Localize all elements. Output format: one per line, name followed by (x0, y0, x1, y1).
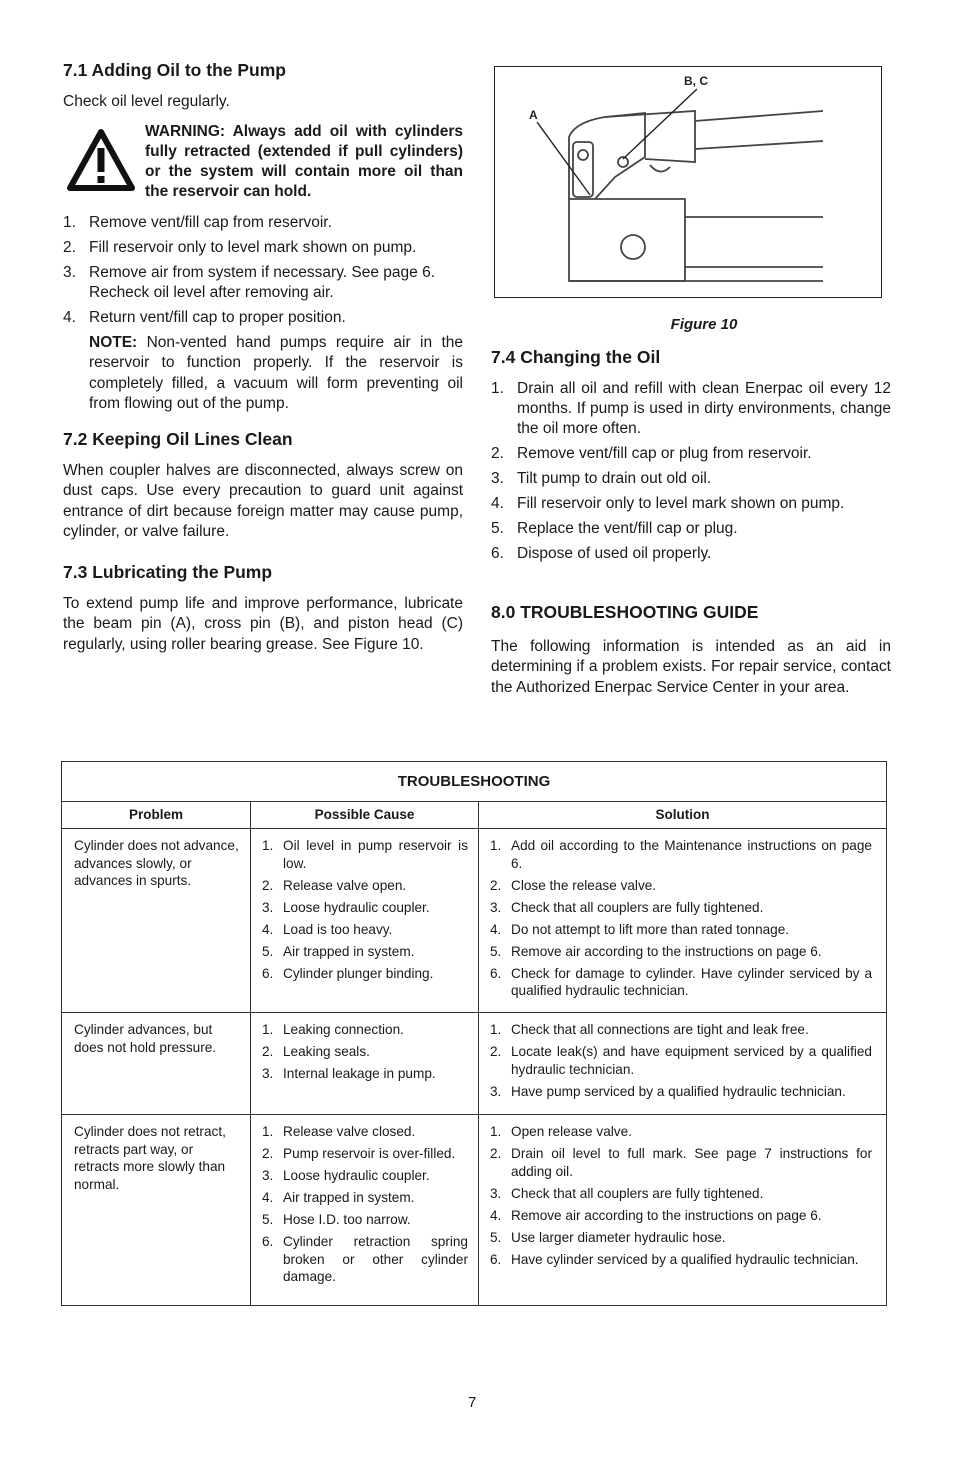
section-7-2-body: When coupler halves are disconnected, always screw on dust caps. Use every precaution to guard unit against entrance of dirt because foreign matter may cause pump, cylinder, or valve failure. (63, 462, 463, 540)
solution-list (490, 1123, 872, 1268)
table-row (62, 1115, 887, 1306)
section-7-3-heading: 7.3 Lubricating the Pump (63, 562, 273, 582)
solution-cell (479, 829, 887, 1013)
note-label: NOTE: (89, 334, 138, 351)
solution-list (490, 837, 872, 1000)
figure-label-a: A (529, 108, 538, 122)
problem-cell: Cylinder does not retract, retracts part way, or retracts more slowly than normal. (62, 1115, 251, 1306)
section-7-4-heading: 7.4 Changing the Oil (491, 347, 661, 367)
list-item: 1. Drain all oil and refill with clean Enerpac oil every 12 months. If pump is used in dirty environments, change the oil more often. (491, 380, 891, 437)
cause-list (262, 1021, 468, 1083)
list-item: 3. Tilt pump to drain out old oil. (491, 470, 712, 487)
list-item: 1. Check that all connections are tight and leak free. (490, 1022, 809, 1037)
table-row (62, 1013, 887, 1115)
solution-cell (479, 1115, 887, 1306)
list-item: 3. Check that all couplers are fully tightened. (490, 899, 764, 915)
header-cause: Possible Cause (251, 802, 479, 829)
list-item: 5. Hose I.D. too narrow. (262, 1212, 411, 1227)
list-item: 3. Have pump serviced by a qualified hydraulic technician. (490, 1083, 846, 1099)
header-problem: Problem (62, 802, 251, 829)
list-item: 4. Air trapped in system. (262, 1190, 415, 1205)
solution-cell (479, 1013, 887, 1115)
list-item: 2. Fill reservoir only to level mark shown on pump. (63, 239, 417, 256)
list-item: 6. Cylinder retraction spring broken or other cylinder damage. (262, 1234, 468, 1284)
header-solution: Solution (479, 802, 887, 829)
cause-list (262, 837, 468, 982)
list-item: 6. Have cylinder serviced by a qualified hydraulic technician. (490, 1251, 859, 1267)
list-item: 6. Cylinder plunger binding. (262, 965, 434, 981)
list-item: 3. Internal leakage in pump. (262, 1066, 436, 1081)
list-item: 1. Release valve closed. (262, 1124, 416, 1139)
list-item: 6. Check for damage to cylinder. Have cylinder serviced by a qualified hydraulic technician. (490, 965, 872, 998)
list-item: 2. Drain oil level to full mark. See page 7 instructions for adding oil. (490, 1146, 872, 1179)
list-item: 1. Open release valve. (490, 1124, 632, 1139)
problem-cell: Cylinder does not advance, advances slowly, or advances in spurts. (62, 829, 251, 1013)
problem-cell: Cylinder advances, but does not hold pressure. (62, 1013, 251, 1115)
list-item: 2. Leaking seals. (262, 1044, 370, 1059)
list-item: 5. Replace the vent/fill cap or plug. (491, 520, 738, 537)
warning-triangle-icon (67, 128, 135, 192)
table-header-row (62, 802, 887, 829)
section-8-0-body: The following information is intended as an aid in determining if a problem exists. For repair service, contact the Authorized Enerpac Service Center in your area. (491, 638, 891, 696)
list-item: 3. Remove air from system if necessary. See page 6. Recheck oil level after removing air. (63, 264, 436, 301)
list-item: 4. Fill reservoir only to level mark shown on pump. (491, 495, 845, 512)
list-item: 1. Leaking connection. (262, 1022, 404, 1037)
list-item: 4. Do not attempt to lift more than rated tonnage. (490, 921, 790, 937)
figure-caption: Figure 10 (670, 316, 738, 333)
troubleshooting-table (61, 761, 887, 1306)
list-item: 5. Use larger diameter hydraulic hose. (490, 1229, 726, 1245)
list-item: 1. Add oil according to the Maintenance instructions on page 6. (490, 838, 872, 871)
table-title: TROUBLESHOOTING (62, 762, 887, 802)
figure-10-image (494, 66, 882, 298)
note-paragraph (89, 333, 463, 414)
list-item: 1. Remove vent/fill cap from reservoir. (63, 214, 332, 231)
list-item: 1. Oil level in pump reservoir is low. (262, 838, 468, 871)
section-7-2-heading: 7.2 Keeping Oil Lines Clean (63, 429, 293, 449)
list-item: 5. Remove air according to the instructions on page 6. (490, 943, 822, 959)
note-text: Non-vented hand pumps require air in the reservoir to function properly. If the reservoir is completely filled, a vacuum will form preventing oil from flowing out of the pump. (89, 334, 463, 412)
list-item: 3. Loose hydraulic coupler. (262, 899, 430, 915)
list-item: 3. Check that all couplers are fully tightened. (490, 1185, 764, 1201)
list-item: 2. Pump reservoir is over-filled. (262, 1146, 456, 1161)
figure-label-bc: B, C (684, 74, 708, 88)
list-item: 2. Release valve open. (262, 877, 407, 893)
list-item: 4. Load is too heavy. (262, 921, 393, 937)
list-item: 4. Remove air according to the instructions on page 6. (490, 1207, 822, 1223)
changing-oil-steps (491, 379, 891, 569)
warning-block (63, 120, 463, 200)
cause-list (262, 1123, 468, 1286)
section-7-1-heading: 7.1 Adding Oil to the Pump (63, 60, 286, 80)
section-8-0-heading: 8.0 TROUBLESHOOTING GUIDE (491, 602, 759, 622)
list-item: 2. Remove vent/fill cap or plug from reservoir. (491, 445, 812, 462)
solution-list (490, 1021, 872, 1100)
list-item: 2. Locate leak(s) and have equipment serviced by a qualified hydraulic technician. (490, 1044, 872, 1077)
section-7-3-body: To extend pump life and improve performance, lubricate the beam pin (A), cross pin (B), and piston head (C) regularly, using roller bearing grease. See Figure 10. (63, 595, 463, 653)
list-item: 4. Return vent/fill cap to proper position. (63, 309, 346, 326)
list-item: 6. Dispose of used oil properly. (491, 545, 712, 562)
cause-cell (251, 1115, 479, 1306)
pump-illustration (495, 67, 880, 296)
table-row (62, 829, 887, 1013)
table-title-row (62, 762, 887, 802)
cause-cell (251, 829, 479, 1013)
list-item: 5. Air trapped in system. (262, 943, 415, 959)
cause-cell (251, 1013, 479, 1115)
list-item: 3. Loose hydraulic coupler. (262, 1168, 430, 1183)
list-item: 2. Close the release valve. (490, 877, 657, 893)
adding-oil-steps (63, 213, 463, 333)
warning-text: WARNING: Always add oil with cylinders fully retracted (extended if pull cylinders) or the system will contain more oil than the reservoir can hold. (145, 123, 463, 200)
check-oil-text: Check oil level regularly. (63, 93, 230, 110)
page-number: 7 (468, 1394, 477, 1411)
